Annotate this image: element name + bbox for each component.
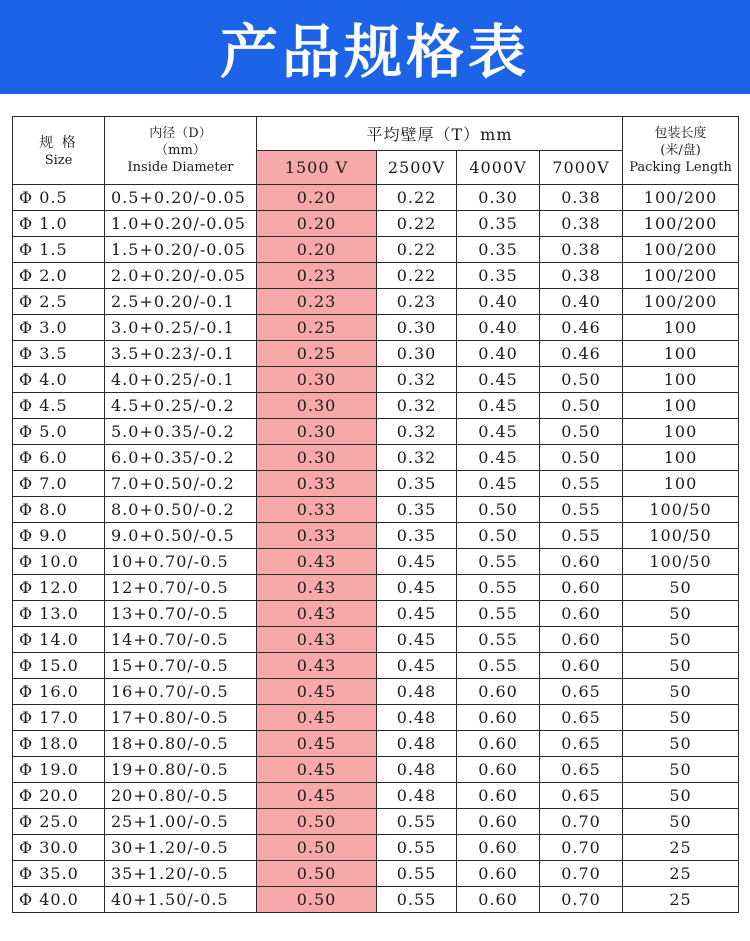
cell-packing: 100 xyxy=(623,315,739,341)
cell-thickness-7000: 0.65 xyxy=(540,731,623,757)
cell-diameter: 6.0+0.35/-0.2 xyxy=(105,445,257,471)
cell-packing: 50 xyxy=(623,601,739,627)
cell-thickness-1500: 0.30 xyxy=(257,367,377,393)
cell-diameter: 12+0.70/-0.5 xyxy=(105,575,257,601)
cell-packing: 100/200 xyxy=(623,211,739,237)
page-title: 产品规格表 xyxy=(219,18,530,86)
cell-thickness-2500: 0.45 xyxy=(377,575,457,601)
cell-thickness-2500: 0.48 xyxy=(377,731,457,757)
cell-thickness-2500: 0.23 xyxy=(377,289,457,315)
cell-thickness-7000: 0.38 xyxy=(540,211,623,237)
cell-packing: 25 xyxy=(623,861,739,887)
cell-thickness-2500: 0.22 xyxy=(377,185,457,211)
cell-thickness-2500: 0.32 xyxy=(377,445,457,471)
cell-thickness-2500: 0.45 xyxy=(377,653,457,679)
cell-packing: 100 xyxy=(623,419,739,445)
cell-thickness-2500: 0.45 xyxy=(377,627,457,653)
cell-size: Φ 17.0 xyxy=(13,705,105,731)
cell-diameter: 7.0+0.50/-0.2 xyxy=(105,471,257,497)
cell-thickness-2500: 0.30 xyxy=(377,315,457,341)
cell-thickness-2500: 0.48 xyxy=(377,679,457,705)
cell-size: Φ 30.0 xyxy=(13,835,105,861)
cell-diameter: 9.0+0.50/-0.5 xyxy=(105,523,257,549)
cell-thickness-2500: 0.55 xyxy=(377,887,457,913)
cell-thickness-7000: 0.70 xyxy=(540,887,623,913)
table-row xyxy=(13,783,739,809)
cell-thickness-1500: 0.50 xyxy=(257,887,377,913)
cell-thickness-1500: 0.23 xyxy=(257,263,377,289)
header-diameter-cn: 内径（D） xyxy=(149,126,212,141)
cell-packing: 50 xyxy=(623,809,739,835)
cell-thickness-2500: 0.32 xyxy=(377,419,457,445)
table-row xyxy=(13,393,739,419)
cell-size: Φ 40.0 xyxy=(13,887,105,913)
header-voltage-7000: 7000V xyxy=(540,151,623,185)
cell-thickness-1500: 0.33 xyxy=(257,497,377,523)
header-size-cn: 规 格 xyxy=(39,135,78,151)
cell-size: Φ 8.0 xyxy=(13,497,105,523)
cell-diameter: 5.0+0.35/-0.2 xyxy=(105,419,257,445)
cell-size: Φ 3.0 xyxy=(13,315,105,341)
cell-thickness-1500: 0.50 xyxy=(257,861,377,887)
cell-thickness-7000: 0.60 xyxy=(540,653,623,679)
table-row xyxy=(13,523,739,549)
cell-thickness-7000: 0.70 xyxy=(540,835,623,861)
table-row xyxy=(13,211,739,237)
spec-table-body xyxy=(13,185,739,913)
cell-thickness-4000: 0.55 xyxy=(457,627,540,653)
header-packing-cn: 包装长度 xyxy=(654,126,707,141)
cell-thickness-2500: 0.45 xyxy=(377,549,457,575)
cell-diameter: 19+0.80/-0.5 xyxy=(105,757,257,783)
cell-thickness-7000: 0.46 xyxy=(540,315,623,341)
cell-thickness-4000: 0.30 xyxy=(457,185,540,211)
cell-packing: 100 xyxy=(623,445,739,471)
cell-thickness-7000: 0.65 xyxy=(540,757,623,783)
cell-thickness-4000: 0.35 xyxy=(457,237,540,263)
cell-diameter: 4.5+0.25/-0.2 xyxy=(105,393,257,419)
cell-thickness-7000: 0.65 xyxy=(540,679,623,705)
cell-size: Φ 16.0 xyxy=(13,679,105,705)
table-row xyxy=(13,705,739,731)
table-row xyxy=(13,263,739,289)
cell-diameter: 16+0.70/-0.5 xyxy=(105,679,257,705)
cell-thickness-4000: 0.60 xyxy=(457,757,540,783)
cell-thickness-7000: 0.60 xyxy=(540,601,623,627)
cell-thickness-4000: 0.40 xyxy=(457,289,540,315)
table-row xyxy=(13,731,739,757)
cell-diameter: 10+0.70/-0.5 xyxy=(105,549,257,575)
cell-thickness-2500: 0.30 xyxy=(377,341,457,367)
cell-thickness-4000: 0.55 xyxy=(457,601,540,627)
cell-thickness-2500: 0.35 xyxy=(377,497,457,523)
cell-thickness-1500: 0.45 xyxy=(257,679,377,705)
cell-thickness-4000: 0.45 xyxy=(457,445,540,471)
cell-size: Φ 20.0 xyxy=(13,783,105,809)
cell-diameter: 3.0+0.25/-0.1 xyxy=(105,315,257,341)
header-voltage-4000: 4000V xyxy=(457,151,540,185)
table-row xyxy=(13,809,739,835)
spec-table xyxy=(12,116,739,913)
cell-packing: 50 xyxy=(623,757,739,783)
table-row xyxy=(13,653,739,679)
table-row xyxy=(13,367,739,393)
cell-packing: 50 xyxy=(623,731,739,757)
cell-thickness-1500: 0.30 xyxy=(257,393,377,419)
cell-thickness-7000: 0.38 xyxy=(540,237,623,263)
cell-thickness-7000: 0.70 xyxy=(540,809,623,835)
cell-thickness-4000: 0.45 xyxy=(457,471,540,497)
cell-thickness-4000: 0.40 xyxy=(457,341,540,367)
cell-diameter: 4.0+0.25/-0.1 xyxy=(105,367,257,393)
cell-packing: 50 xyxy=(623,783,739,809)
cell-thickness-7000: 0.50 xyxy=(540,367,623,393)
table-row xyxy=(13,757,739,783)
cell-size: Φ 19.0 xyxy=(13,757,105,783)
cell-diameter: 14+0.70/-0.5 xyxy=(105,627,257,653)
cell-thickness-2500: 0.48 xyxy=(377,783,457,809)
table-row xyxy=(13,237,739,263)
cell-thickness-4000: 0.60 xyxy=(457,783,540,809)
cell-thickness-4000: 0.60 xyxy=(457,809,540,835)
header-packing-en: Packing Length xyxy=(629,160,732,175)
cell-thickness-2500: 0.48 xyxy=(377,757,457,783)
cell-size: Φ 5.0 xyxy=(13,419,105,445)
cell-size: Φ 14.0 xyxy=(13,627,105,653)
cell-thickness-4000: 0.35 xyxy=(457,211,540,237)
cell-thickness-4000: 0.60 xyxy=(457,835,540,861)
cell-thickness-7000: 0.60 xyxy=(540,549,623,575)
cell-size: Φ 1.5 xyxy=(13,237,105,263)
cell-thickness-1500: 0.45 xyxy=(257,731,377,757)
cell-size: Φ 7.0 xyxy=(13,471,105,497)
cell-diameter: 35+1.20/-0.5 xyxy=(105,861,257,887)
cell-thickness-4000: 0.45 xyxy=(457,419,540,445)
cell-thickness-1500: 0.50 xyxy=(257,809,377,835)
cell-thickness-4000: 0.50 xyxy=(457,497,540,523)
cell-size: Φ 4.5 xyxy=(13,393,105,419)
table-row xyxy=(13,679,739,705)
cell-packing: 100/200 xyxy=(623,289,739,315)
table-row xyxy=(13,627,739,653)
cell-size: Φ 35.0 xyxy=(13,861,105,887)
cell-size: Φ 15.0 xyxy=(13,653,105,679)
cell-thickness-7000: 0.60 xyxy=(540,575,623,601)
cell-thickness-4000: 0.60 xyxy=(457,679,540,705)
cell-packing: 100/50 xyxy=(623,523,739,549)
table-row xyxy=(13,315,739,341)
cell-thickness-4000: 0.40 xyxy=(457,315,540,341)
cell-thickness-7000: 0.55 xyxy=(540,523,623,549)
cell-diameter: 13+0.70/-0.5 xyxy=(105,601,257,627)
cell-thickness-7000: 0.40 xyxy=(540,289,623,315)
cell-size: Φ 12.0 xyxy=(13,575,105,601)
cell-thickness-2500: 0.45 xyxy=(377,601,457,627)
cell-thickness-1500: 0.45 xyxy=(257,757,377,783)
cell-packing: 50 xyxy=(623,705,739,731)
header-thickness: 平均壁厚（T）mm xyxy=(257,117,623,151)
cell-thickness-7000: 0.38 xyxy=(540,185,623,211)
cell-thickness-1500: 0.43 xyxy=(257,575,377,601)
cell-thickness-4000: 0.45 xyxy=(457,393,540,419)
header-packing-unit: (米/盘) xyxy=(660,143,701,158)
cell-thickness-2500: 0.55 xyxy=(377,861,457,887)
cell-size: Φ 2.5 xyxy=(13,289,105,315)
cell-thickness-1500: 0.25 xyxy=(257,315,377,341)
cell-packing: 100/200 xyxy=(623,263,739,289)
cell-thickness-1500: 0.20 xyxy=(257,237,377,263)
header-voltage-1500: 1500 V xyxy=(257,151,377,185)
cell-diameter: 40+1.50/-0.5 xyxy=(105,887,257,913)
cell-thickness-4000: 0.60 xyxy=(457,887,540,913)
cell-diameter: 15+0.70/-0.5 xyxy=(105,653,257,679)
cell-diameter: 17+0.80/-0.5 xyxy=(105,705,257,731)
cell-size: Φ 18.0 xyxy=(13,731,105,757)
cell-packing: 100 xyxy=(623,393,739,419)
cell-packing: 50 xyxy=(623,653,739,679)
cell-diameter: 30+1.20/-0.5 xyxy=(105,835,257,861)
cell-thickness-7000: 0.50 xyxy=(540,393,623,419)
header-size-en: Size xyxy=(44,153,73,168)
cell-size: Φ 6.0 xyxy=(13,445,105,471)
table-row xyxy=(13,835,739,861)
header-size xyxy=(13,117,105,185)
cell-thickness-1500: 0.25 xyxy=(257,341,377,367)
table-row xyxy=(13,887,739,913)
cell-thickness-2500: 0.35 xyxy=(377,523,457,549)
cell-size: Φ 10.0 xyxy=(13,549,105,575)
cell-packing: 100 xyxy=(623,341,739,367)
header-packing xyxy=(623,117,739,185)
table-row xyxy=(13,289,739,315)
table-row xyxy=(13,471,739,497)
cell-thickness-4000: 0.60 xyxy=(457,861,540,887)
cell-thickness-7000: 0.65 xyxy=(540,705,623,731)
table-row xyxy=(13,861,739,887)
cell-thickness-1500: 0.45 xyxy=(257,705,377,731)
cell-packing: 100/200 xyxy=(623,237,739,263)
cell-size: Φ 2.0 xyxy=(13,263,105,289)
cell-thickness-1500: 0.33 xyxy=(257,471,377,497)
cell-packing: 100/50 xyxy=(623,497,739,523)
cell-thickness-1500: 0.20 xyxy=(257,211,377,237)
cell-size: Φ 0.5 xyxy=(13,185,105,211)
cell-thickness-4000: 0.60 xyxy=(457,705,540,731)
cell-diameter: 20+0.80/-0.5 xyxy=(105,783,257,809)
table-row xyxy=(13,185,739,211)
cell-thickness-2500: 0.55 xyxy=(377,835,457,861)
cell-thickness-2500: 0.48 xyxy=(377,705,457,731)
table-row xyxy=(13,419,739,445)
table-row xyxy=(13,601,739,627)
cell-thickness-4000: 0.55 xyxy=(457,575,540,601)
cell-diameter: 0.5+0.20/-0.05 xyxy=(105,185,257,211)
cell-thickness-7000: 0.60 xyxy=(540,627,623,653)
cell-diameter: 8.0+0.50/-0.2 xyxy=(105,497,257,523)
cell-packing: 50 xyxy=(623,679,739,705)
cell-packing: 25 xyxy=(623,887,739,913)
cell-thickness-4000: 0.35 xyxy=(457,263,540,289)
cell-thickness-7000: 0.46 xyxy=(540,341,623,367)
cell-thickness-4000: 0.55 xyxy=(457,653,540,679)
cell-diameter: 1.5+0.20/-0.05 xyxy=(105,237,257,263)
table-row xyxy=(13,341,739,367)
cell-diameter: 2.5+0.20/-0.1 xyxy=(105,289,257,315)
cell-thickness-4000: 0.55 xyxy=(457,549,540,575)
cell-thickness-2500: 0.22 xyxy=(377,211,457,237)
cell-thickness-2500: 0.35 xyxy=(377,471,457,497)
cell-thickness-1500: 0.43 xyxy=(257,601,377,627)
title-banner xyxy=(0,0,750,94)
cell-thickness-1500: 0.50 xyxy=(257,835,377,861)
cell-thickness-7000: 0.55 xyxy=(540,471,623,497)
cell-thickness-2500: 0.55 xyxy=(377,809,457,835)
cell-thickness-7000: 0.50 xyxy=(540,419,623,445)
cell-thickness-1500: 0.30 xyxy=(257,445,377,471)
cell-size: Φ 9.0 xyxy=(13,523,105,549)
cell-thickness-1500: 0.43 xyxy=(257,549,377,575)
cell-thickness-1500: 0.23 xyxy=(257,289,377,315)
table-row xyxy=(13,445,739,471)
cell-thickness-1500: 0.43 xyxy=(257,627,377,653)
cell-thickness-7000: 0.55 xyxy=(540,497,623,523)
cell-thickness-2500: 0.32 xyxy=(377,367,457,393)
cell-packing: 100/50 xyxy=(623,549,739,575)
cell-diameter: 25+1.00/-0.5 xyxy=(105,809,257,835)
cell-thickness-1500: 0.20 xyxy=(257,185,377,211)
table-row xyxy=(13,549,739,575)
cell-diameter: 3.5+0.23/-0.1 xyxy=(105,341,257,367)
cell-size: Φ 25.0 xyxy=(13,809,105,835)
cell-thickness-7000: 0.50 xyxy=(540,445,623,471)
cell-thickness-7000: 0.65 xyxy=(540,783,623,809)
cell-thickness-4000: 0.45 xyxy=(457,367,540,393)
cell-packing: 100 xyxy=(623,471,739,497)
cell-packing: 100 xyxy=(623,367,739,393)
cell-thickness-1500: 0.33 xyxy=(257,523,377,549)
cell-packing: 100/200 xyxy=(623,185,739,211)
cell-diameter: 2.0+0.20/-0.05 xyxy=(105,263,257,289)
cell-packing: 25 xyxy=(623,835,739,861)
spec-table-container xyxy=(12,116,739,913)
cell-thickness-1500: 0.43 xyxy=(257,653,377,679)
cell-size: Φ 4.0 xyxy=(13,367,105,393)
cell-size: Φ 13.0 xyxy=(13,601,105,627)
header-diameter-en: Inside Diameter xyxy=(127,160,234,175)
cell-diameter: 18+0.80/-0.5 xyxy=(105,731,257,757)
cell-thickness-1500: 0.45 xyxy=(257,783,377,809)
cell-thickness-1500: 0.30 xyxy=(257,419,377,445)
table-row xyxy=(13,497,739,523)
cell-thickness-2500: 0.22 xyxy=(377,237,457,263)
cell-thickness-2500: 0.22 xyxy=(377,263,457,289)
cell-thickness-2500: 0.32 xyxy=(377,393,457,419)
cell-size: Φ 3.5 xyxy=(13,341,105,367)
table-row xyxy=(13,575,739,601)
header-diameter-unit: （mm） xyxy=(155,143,206,158)
header-diameter xyxy=(105,117,257,185)
cell-diameter: 1.0+0.20/-0.05 xyxy=(105,211,257,237)
header-voltage-2500: 2500V xyxy=(377,151,457,185)
cell-thickness-4000: 0.50 xyxy=(457,523,540,549)
cell-packing: 50 xyxy=(623,627,739,653)
cell-size: Φ 1.0 xyxy=(13,211,105,237)
cell-thickness-7000: 0.38 xyxy=(540,263,623,289)
cell-thickness-4000: 0.60 xyxy=(457,731,540,757)
cell-packing: 50 xyxy=(623,575,739,601)
cell-thickness-7000: 0.70 xyxy=(540,861,623,887)
